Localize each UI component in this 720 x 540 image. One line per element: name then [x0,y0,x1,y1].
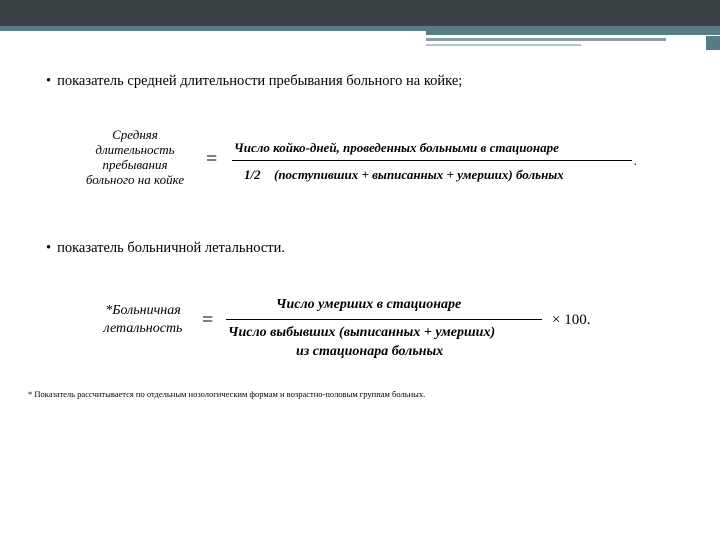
formula1-trailing-dot: . [634,153,638,168]
bullet-symbol: • [46,73,52,89]
formula2-equals: = [202,309,214,331]
formula1-lhs-line: больного на койке [85,172,185,187]
bullet-item-2 [46,240,285,257]
accent-stripe-4 [426,44,581,46]
formula1-lhs-line: длительность [95,142,175,157]
bullet-item-1 [46,73,462,90]
formula1-equals: = [206,148,218,170]
formula1-lhs [68,127,202,187]
formula2-denominator-line2: из стационара больных [296,344,444,359]
bullet-text-1: показатель средней длительности пребывания больного на койке; [57,73,463,89]
formula2-fraction-bar [226,319,542,320]
accent-stripe-3 [426,38,666,41]
formula1-lhs-line: пребывания [102,157,168,172]
formula2-lhs-line: *Больничная [105,303,181,318]
formula2-denominator-line1: Число выбывших (выписанных + умерших) [228,325,496,340]
title-bar [0,0,720,26]
bullet-symbol: • [46,240,52,256]
footnote: * Показатель рассчитывается по отдельным нозологическим формам и возрастно-половым группам больных. [28,389,426,399]
formula1-lhs-line: Средняя [112,127,158,142]
formula1-denominator: (поступивших + выписанных + умерших) больных [274,167,564,182]
bullet-text-2: показатель больничной летальности. [57,240,285,256]
formula2-lhs [88,302,198,338]
formula2-multiplier: × 100. [552,312,591,328]
formula1-numerator: Число койко-дней, проведенных больными в стационаре [234,140,559,155]
formula1-fraction-bar [232,160,632,161]
corner-block [706,36,720,50]
accent-stripe-2 [426,31,720,35]
formula2-numerator: Число умерших в стационаре [276,297,462,312]
formula1-half: 1/2 [244,167,261,182]
formula2-lhs-line: летальность [103,321,183,336]
